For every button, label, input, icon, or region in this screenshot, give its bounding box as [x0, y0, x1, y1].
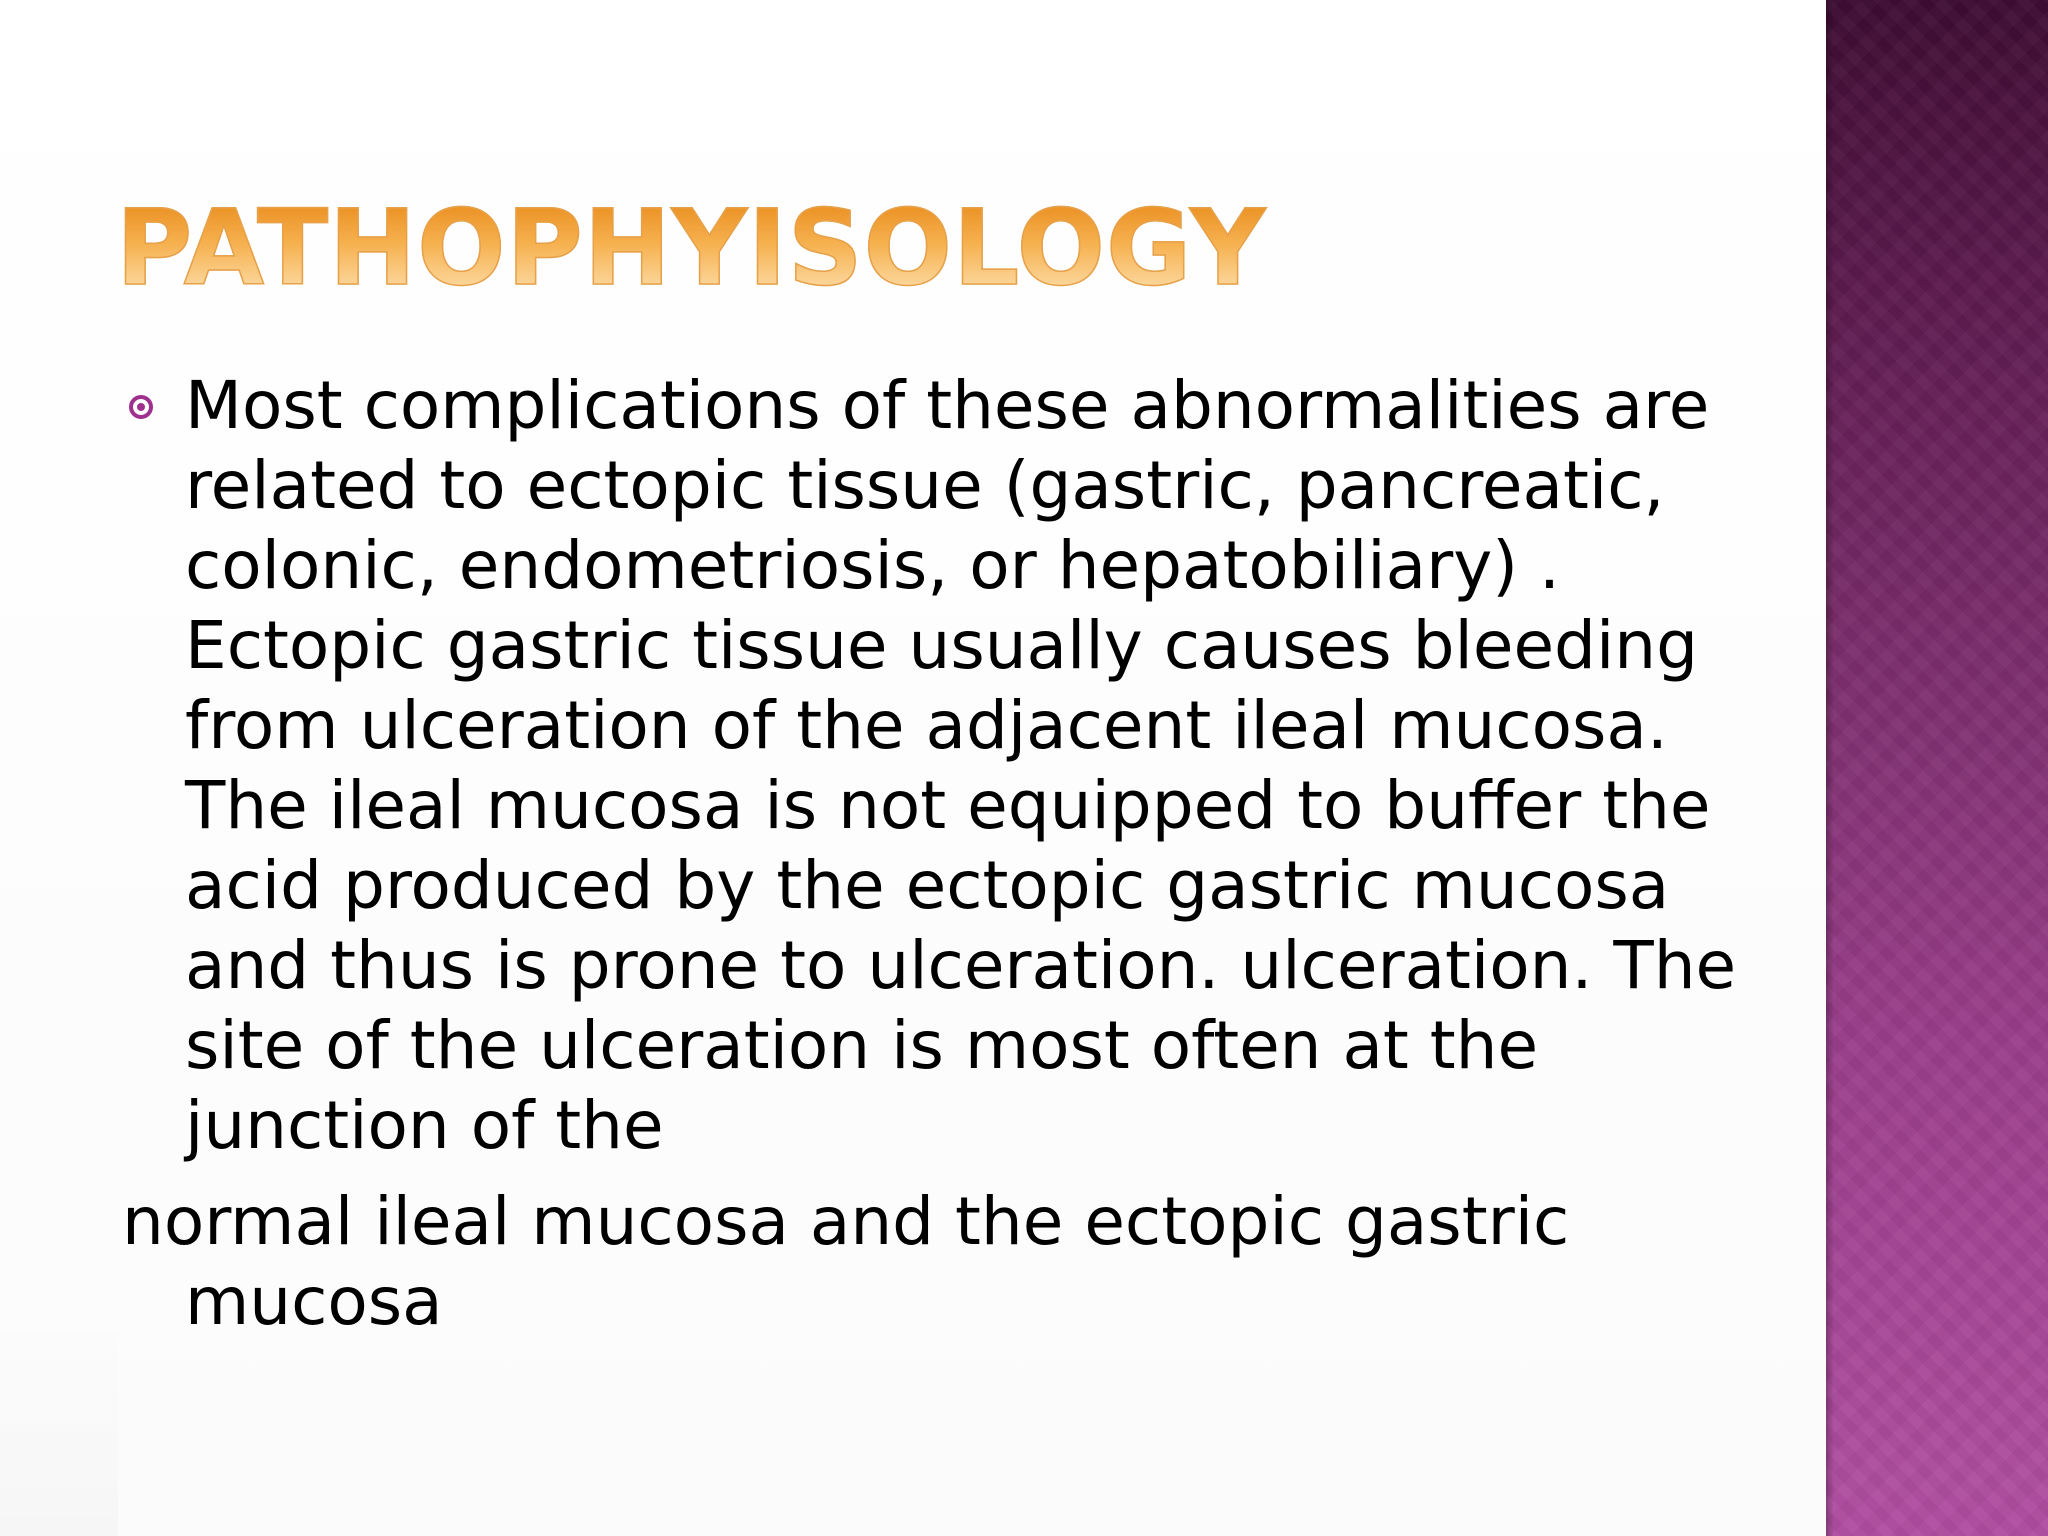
continuation-paragraph: normal ileal mucosa and the ectopic gastric mucosa	[122, 1183, 1570, 1340]
bullet-text: Most complications of these abnormalities are related to ectopic tissue (gastric, pancreatic, colonic, endometriosis, or hepatobiliary) . Ectopic gastric tissue usually causes bleeding from ulceration of the adjacent ileal mucosa. The ileal mucosa is not equipped to buffer the acid produced by the ectopic gastric mucosa and thus is prone to ulceration. ulceration. The site of the ulceration is most often at the junction of the	[185, 367, 1737, 1164]
slide-body	[122, 366, 1742, 1342]
slide-title: PATHOPHYISOLOGY	[116, 187, 1267, 309]
decorative-side-bar	[1826, 0, 2048, 1536]
circle-bullet-icon	[129, 395, 153, 419]
bullet-paragraph	[122, 366, 1742, 1166]
